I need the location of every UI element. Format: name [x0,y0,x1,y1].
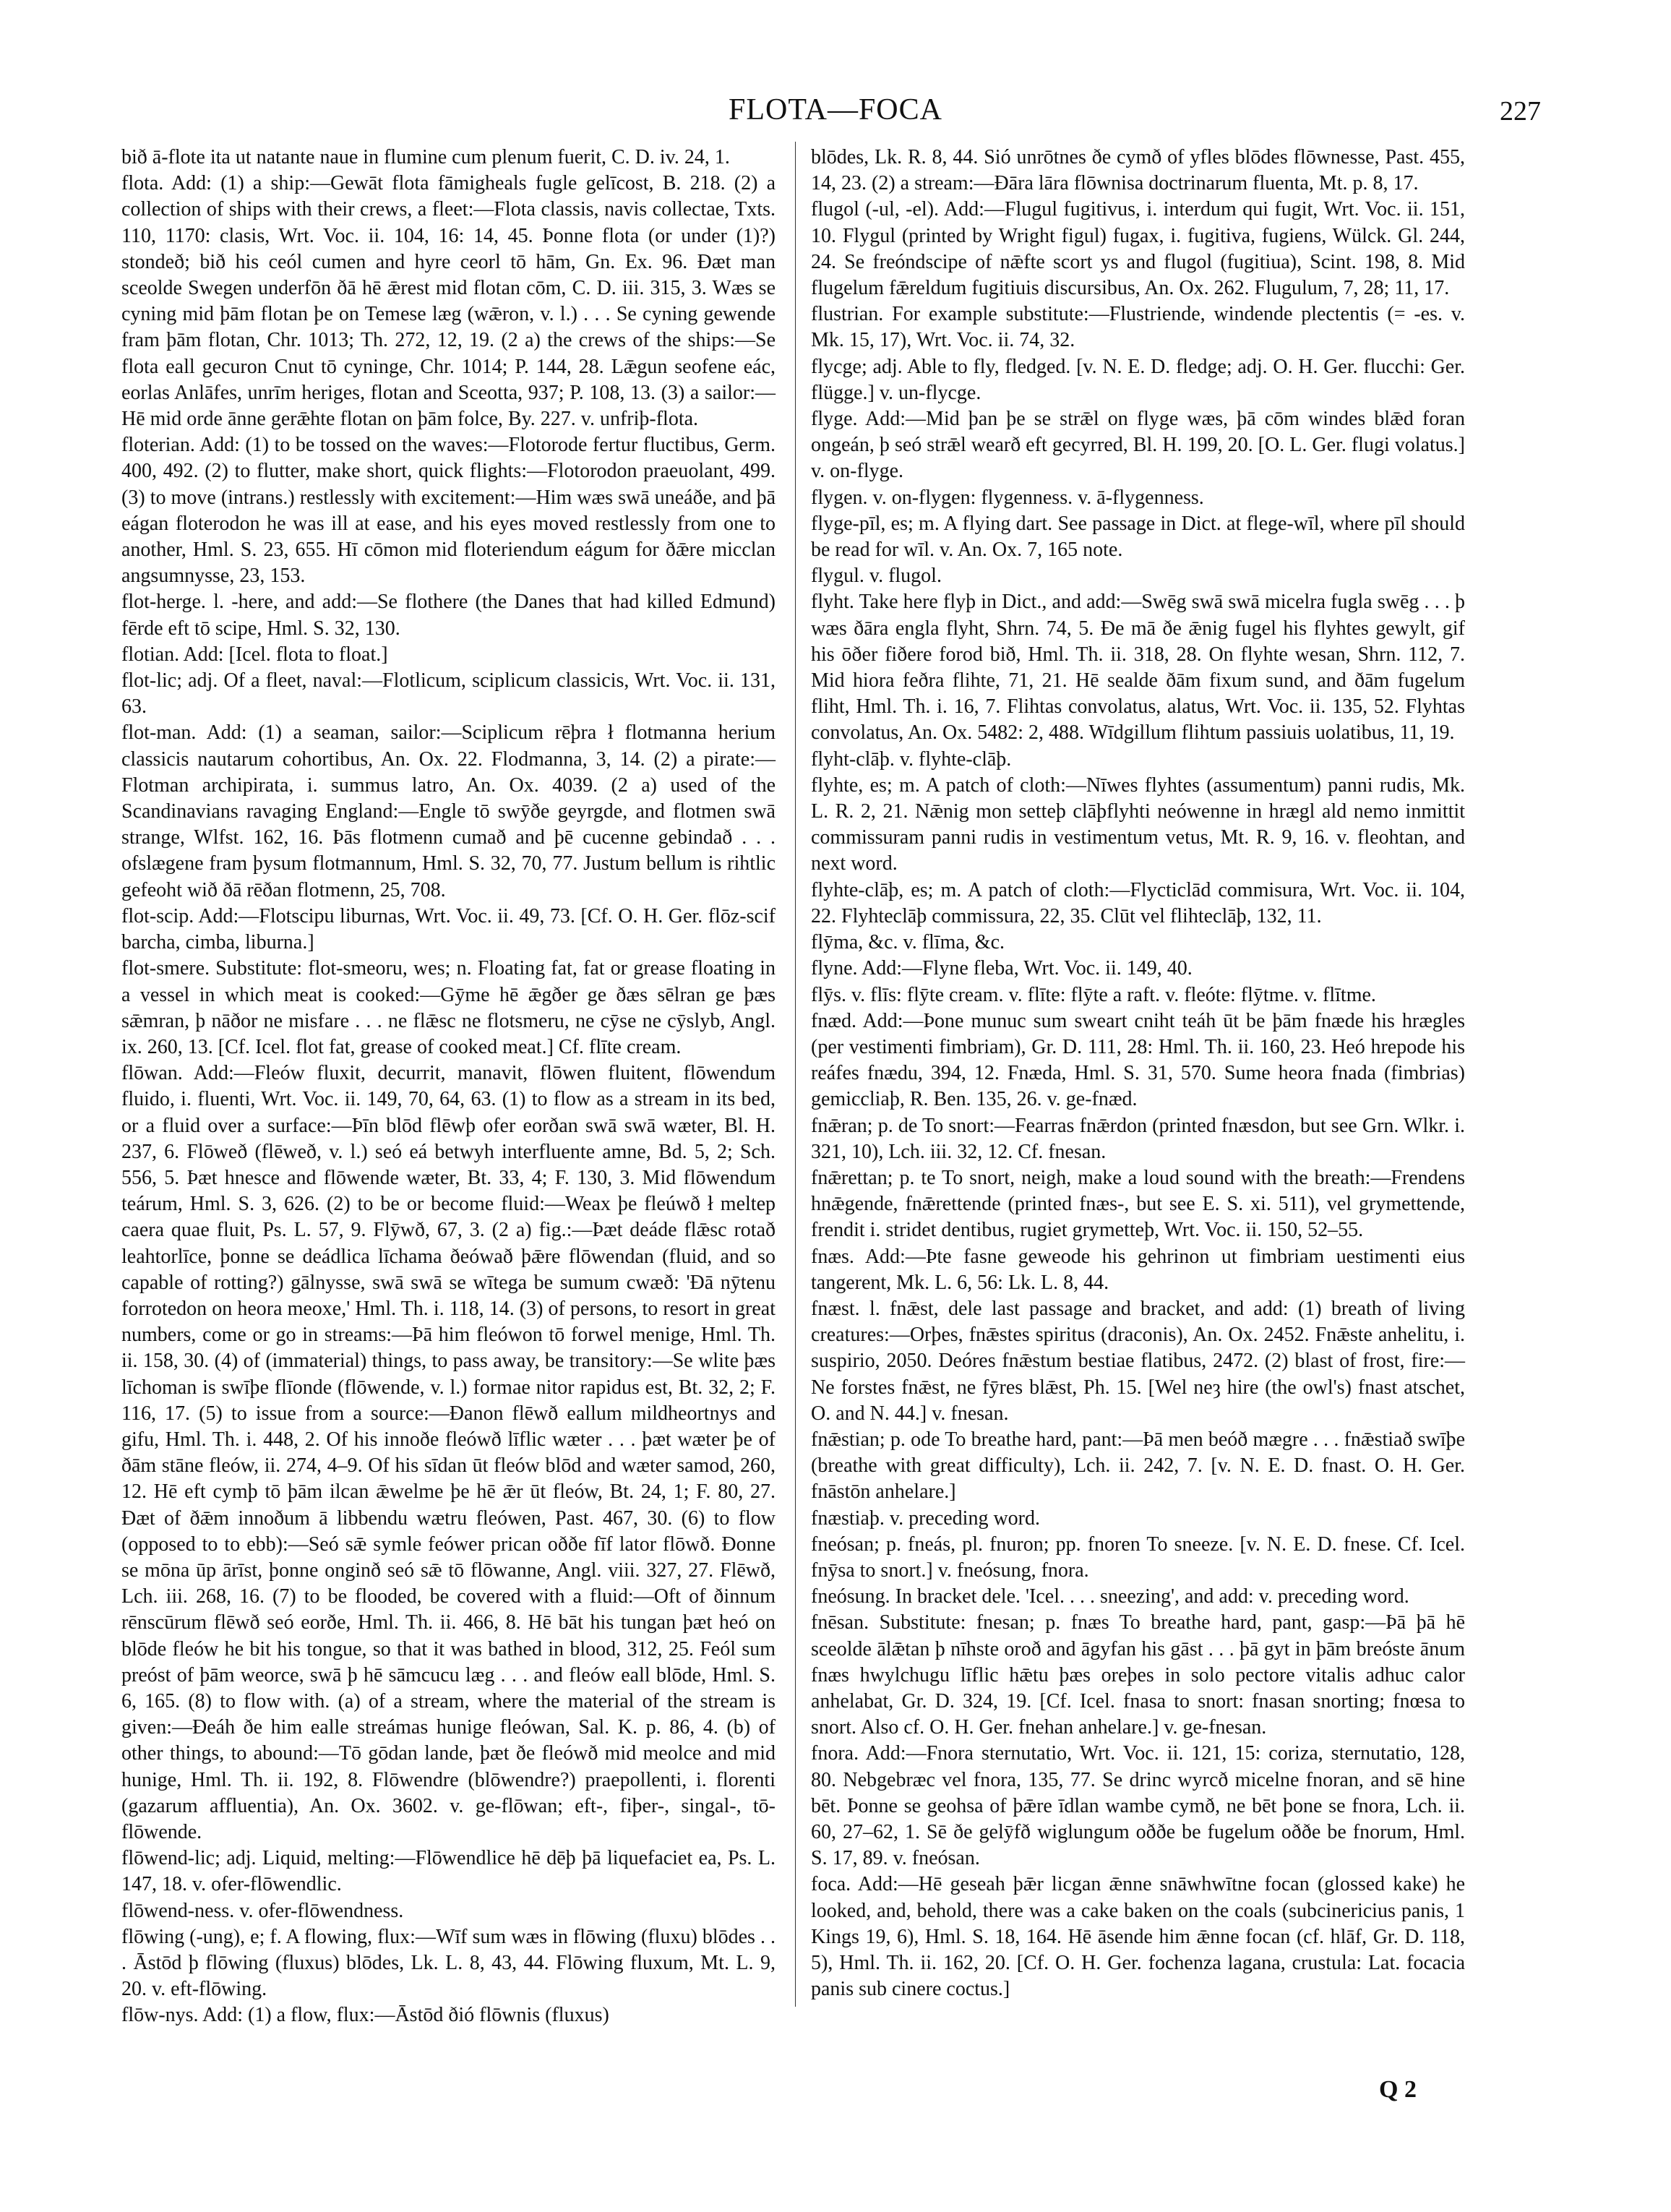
dictionary-entry: fnǣstian; p. ode To breathe hard, pant:—Þā men beóð mægre . . . fnǣstiað swīþe (breathe with great difficulty), Lch. ii. 242, 7. [v. N. E. D. fnast. O. H. Ger. fnāstōn anhelare.] [811,1428,1465,1504]
dictionary-entry: flyht. Take here flyþ in Dict., and add:—Swēg swā swā micelra fugla swēg . . . þ wæs ðāra engla flyht, Shrn. 74, 5. Ðe mā ðe ǣnig fugel his flyhtes gewylt, gif his ōðer fiðere forod bið, Hml. Th. ii. 318, 28. On flyhte wesan, Shrn. 112, 7. Mid hiora feðra flihte, 71, 21. Hē sealde ðām fixum sund, and ðām fugelum fliht, Hml. Th. i. 16, 7. Flihtas convolatus, alatus, Wrt. Voc. ii. 135, 52. Flyhtas convolatus, An. Ox. 5482: 2, 488. Wīdgillum flihtum passiuis uolatibus, 11, 19. [811,591,1465,745]
dictionary-entry: flygul. v. flugol. [811,565,942,588]
running-head: FLOTA—FOCA [728,93,942,127]
dictionary-entry: fneósung. In bracket dele. 'Icel. . . . sneezing', and add: v. preceding word. [811,1585,1409,1608]
right-column [811,145,1465,2001]
dictionary-entry: flot-smere. Substitute: flot-smeoru, wes; n. Floating fat, fat or grease floating in a vessel in which meat is cooked:—Gȳme hē ǣgðer ge ðæs sēlran ge þæs sǣmran, þ nāðor ne misfare . . . ne flǣsc ne flotsmeru, ne cȳse ne cȳslyb, Angl. ix. 260, 13. [Cf. Icel. flot fat, grease of cooked meat.] Cf. flīte cream. [121,957,776,1058]
dictionary-entry: flot-herge. l. -here, and add:—Se flothere (the Danes that had killed Edmund) fērde eft tō scipe, Hml. S. 32, 130. [121,591,776,640]
dictionary-entry: fnæs. Add:—Þte fasne geweode his gehrinon ut fimbriam uestimenti eius tangerent, Mk. L. 6, 56: Lk. L. 8, 44. [811,1245,1465,1294]
dictionary-entry: fnæstiaþ. v. preceding word. [811,1506,1040,1530]
dictionary-entry: flōw-nys. Add: (1) a flow, flux:—Āstōd ðió flōwnis (fluxus) [121,2004,609,2027]
dictionary-entry: flota. Add: (1) a ship:—Gewāt flota fāmigheals fugle gelīcost, B. 218. (2) a collection of ships with their crews, a fleet:—Flota classis, navis collectae, Txts. 110, 1170: clasis, Wrt. Voc. ii. 104, 16: 14, 45. Þonne flota (or under (1)?) stondeð; bið his ceól cumen and hyre ceorl tō hām, Gn. Ex. 96. Ðæt man sceolde Swegen underfōn ðā hē ǣrest mid flotan cōm, C. D. iii. 315, 3. Wæs se cyning mid þām flotan þe on Temese læg (wǣron, v. l.) . . . Se cyning gewende fram þām flotan, Chr. 1013; Th. 272, 12, 19. (2 a) the crews of the ships:—Se flota eall gecuron Cnut tō cyninge, Chr. 1014; P. 144, 28. Lǣgun seofene eác, eorlas Anlāfes, unrīm heriges, flotan and Sceotta, 937; P. 108, 13. (3) a sailor:—Hē mid orde ānne gerǣhte flotan on þām folce, By. 227. v. unfriþ-flota. [121,172,776,431]
column-divider [795,142,796,2007]
dictionary-entry: blōdes, Lk. R. 8, 44. Sió unrōtnes ðe cymð of yfles blōdes flōwnesse, Past. 455, 14, 23. (2) a stream:—Ðāra lāra flōwnisa doctrinarum fluenta, Mt. p. 8, 17. [811,146,1465,195]
dictionary-entry: bið ā-flote ita ut natante naue in flumine cum plenum fuerit, C. D. iv. 24, 1. [121,146,730,168]
dictionary-entry: fnǣrettan; p. te To snort, neigh, make a loud sound with the breath:—Frendens hnǣgende, fnǣrettende (printed fnæs-, but see E. S. xi. 511), vel grymettende, frendit i. stridet dentibus, rugiet grymetteþ, Wrt. Voc. ii. 150, 52–55. [811,1166,1465,1242]
dictionary-entry: flycge; adj. Able to fly, fledged. [v. N. E. D. fledge; adj. O. H. Ger. flucchi: Ger. flügge.] v. un-flycge. [811,355,1465,404]
dictionary-entry: flyne. Add:—Flyne fleba, Wrt. Voc. ii. 149, 40. [811,957,1193,980]
dictionary-entry: flyhte, es; m. A patch of cloth:—Nīwes flyhtes (assumentum) panni rudis, Mk. L. R. 2, 21. Nǣnig mon setteþ clāþflyhti neówenne in hrægl ald nemo inmittit commissuram panni rudis in vestimentum vetus, Mt. R. 9, 16. v. fleohtan, and next word. [811,773,1465,875]
dictionary-entry: fnora. Add:—Fnora sternutatio, Wrt. Voc. ii. 121, 15: coriza, sternutatio, 128, 80. Nebgebræc vel fnora, 135, 77. Se drinc wyrcð micelne fnoran, and sē hine bēt. Þonne se geohsa of þǣre īdlan wambe cymð, ne bēt þone se fnora, Lch. ii. 60, 27–62, 1. Sē ðe gelȳfð wiglungum oððe be fugelum oððe be fnorum, Hml. S. 17, 89. v. fneósan. [811,1742,1465,1870]
dictionary-entry: fnæd. Add:—Þone munuc sum sweart cniht teáh ūt be þām fnæde his hrægles (per vestimenti fimbriam), Gr. D. 111, 28: Hml. Th. ii. 160, 23. Heó hrepode his reáfes fnædu, 394, 12. Fnæda, Hml. S. 31, 570. Sume heora fnada (fimbrias) gemiccliaþ, R. Ben. 135, 26. v. ge-fnæd. [811,1009,1465,1111]
dictionary-entry: fnēsan. Substitute: fnesan; p. fnæs To breathe hard, pant, gasp:—Þā þā hē sceolde ālǣtan þ nīhste oroð and āgyfan his gāst . . . þā gyt in þām breóste ānum fnæs hwylchugu līflic hǣtu þæs oreþes in solo pectore vitalis adhuc calor anhelabat, Gr. D. 324, 19. [Cf. Icel. fnasa to snort: fnasan snorting; fnœsa to snort. Also cf. O. H. Ger. fnehan anhelare.] v. ge-fnesan. [811,1611,1465,1739]
dictionary-entry: flustrian. For example substitute:—Flustriende, windende plectentis (= -es. v. Mk. 15, 17), Wrt. Voc. ii. 74, 32. [811,303,1465,352]
dictionary-entry: flȳma, &c. v. flīma, &c. [811,931,1005,954]
left-column [121,145,776,2027]
dictionary-entry: fnǣran; p. de To snort:—Fearras fnǣrdon (printed fnæsdon, but see Grn. Wlkr. i. 321, 10), Lch. iii. 32, 12. Cf. fnesan. [811,1114,1465,1163]
dictionary-entry: foca. Add:—Hē geseah þǣr licgan ǣnne snāwhwītne focan (glossed kake) he looked, and, behold, there was a cake baken on the coals (subcinericius panis, 1 Kings 19, 6), Hml. S. 18, 164. Hē āsende him ǣnne focan (cf. hlāf, Gr. D. 118, 5), Hml. Th. ii. 162, 20. [Cf. O. H. Ger. fochenza lagana, crustula: Lat. focacia panis sub cinere coctus.] [811,1873,1465,2001]
dictionary-entry: flōwan. Add:—Fleów fluxit, decurrit, manavit, flōwen fluitent, flōwendum fluido, i. fluenti, Wrt. Voc. ii. 149, 70, 64, 63. (1) to flow as a stream in its bed, or a fluid over a surface:—Þīn blōd flēwþ ofer eorðan swā swā wæter, Bl. H. 237, 6. Flōweð (flēweð, v. l.) seó eá betwyh interfluente amne, Bd. 5, 2; Sch. 556, 5. Þæt hnesce and flōwende wæter, Bt. 33, 4; F. 130, 3. Mid flōwendum teárum, Hml. S. 3, 626. (2) to be or become fluid:—Weax þe fleúwð ł meltep caera quae fluit, Ps. L. 57, 9. Flȳwð, 67, 3. (2 a) fig.:—Þæt deáde flǣsc rotað leahtorlīce, þonne se deádlica līchama ðeówað þǣre flōwendan (fluid, and so capable of rotting?) gālnysse, swā swā se wītega be sumum cwæð: 'Ðā nȳtenu forrotedon on heora meoxe,' Hml. Th. i. 118, 14. (3) of persons, to resort in great numbers, come or go in streams:—Þā him fleówon tō forwel menige, Hml. Th. ii. 158, 30. (4) of (immaterial) things, to pass away, be transitory:—Se wlite þæs līchoman is swīþe flīonde (flōwende, v. l.) formae nitor rapidus est, Bt. 32, 2; F. 116, 17. (5) to issue from a source:—Ðanon flēwð eallum mildheortnys and gifu, Hml. Th. i. 448, 2. Of his innoðe fleówð līflic wæter . . . þæt wæter þe of ðām stāne fleów, ii. 274, 4–9. Of his sīdan ūt fleów blōd and wæter samod, 260, 12. Hē eft cymþ tō þām ilcan ǣwelme þe hē ǣr ūt fleów, Bt. 24, 1; F. 80, 27. Ðæt of ðǣm innoðum ā libbendu wætru fleówen, Past. 467, 30. (6) to flow (opposed to to ebb):—Seó sǣ symle feówer prican oððe fīf lator flōwð. Ðonne se mōna ūp ārīst, þonne onginð seó sǣ tō flōwanne, Angl. viii. 327, 27. Flēwð, Lch. iii. 268, 16. (7) to be flooded, be covered with a fluid:—Oft of ðinnum rēnscūrum flēwð seó eorðe, Hml. Th. ii. 466, 8. Hē bāt his tungan þæt heó on blōde fleów he bit his tongue, so that it was bathed in blood, 312, 25. Feól sum preóst of þām weorce, swā þ hē sāmcucu læg . . . and fleów eall blōde, Hml. S. 6, 165. (8) to flow with. (a) of a stream, where the material of the stream is given:—Ðeáh ðe him ealle streámas hunige fleówan, Sal. K. p. 86, 4. (b) of other things, to abound:—Tō gōdan lande, þæt ðe fleówð mid meolce and mid hunige, Hml. Th. ii. 192, 8. Flōwendre (blōwendre?) praepollenti, i. florenti (gazarum affluentia), An. Ox. 3602. v. ge-flōwan; eft-, fiþer-, singal-, tō-flōwende. [121,1062,776,1843]
dictionary-entry: flugol (-ul, -el). Add:—Flugul fugitivus, i. interdum qui fugit, Wrt. Voc. ii. 151, 10. Flygul (printed by Wright figul) fugax, i. fugitiva, fugiens, Wülck. Gl. 244, 24. Se freóndscipe of nǣfte scort ys and flugol (fugitiua), Scint. 198, 8. Mid flugelum fǣreldum fugitiuis discursibus, An. Ox. 262. Flugulum, 7, 28; 11, 17. [811,198,1465,300]
dictionary-entry: flot-man. Add: (1) a seaman, sailor:—Sciplicum rēþra ł flotmanna herium classicis nautarum cohortibus, An. Ox. 22. Flodmanna, 3, 14. (2) a pirate:—Flotman archipirata, i. summus latro, An. Ox. 4039. (2 a) used of the Scandinavians ravaging England:—Engle tō swȳðe geyrgde, and flotmen swā strange, Wlfst. 162, 16. Þās flotmenn cumað and þē cucenne gebindað . . . ofslægene fram þysum flotmannum, Hml. S. 32, 70, 77. Justum bellum is rihtlic gefeoht wið ðā rēðan flotmenn, 25, 708. [121,721,776,901]
dictionary-entry: flȳs. v. flīs: flȳte cream. v. flīte: flȳte a raft. v. fleóte: flȳtme. v. flītme. [811,983,1376,1006]
dictionary-entry: flygen. v. on-flygen: flygenness. v. ā-flygenness. [811,486,1204,509]
dictionary-entry: flotian. Add: [Icel. flota to float.] [121,643,388,666]
dictionary-entry: floterian. Add: (1) to be tossed on the waves:—Flotorode fertur fluctibus, Germ. 400, 492. (2) to flutter, make short, quick flights:—Flotorodon praeuolant, 499. (3) to move (intrans.) restlessly with excitement:—Him wæs swā uneáðe, and þā eágan floterodon he was ill at ease, and his eyes moved restlessly from one to another, Hml. S. 23, 655. Hī cōmon mid floteriendum eágum for ðǣre micclan angsumnysse, 23, 153. [121,434,776,588]
dictionary-entry: flōwend-ness. v. ofer-flōwendness. [121,1899,404,1922]
page-number: 227 [1500,96,1541,127]
signature-mark: Q 2 [1379,2076,1417,2103]
dictionary-entry: flyhte-clāþ, es; m. A patch of cloth:—Flycticlād commisura, Wrt. Voc. ii. 104, 22. Flyhteclāþ commissura, 22, 35. Clūt vel flihteclāþ, 132, 11. [811,878,1465,927]
dictionary-entry: flyge-pīl, es; m. A flying dart. See passage in Dict. at flege-wīl, where pīl should be read for wīl. v. An. Ox. 7, 165 note. [811,512,1465,562]
dictionary-entry: flot-lic; adj. Of a fleet, naval:—Flotlicum, sciplicum classicis, Wrt. Voc. ii. 131, 63. [121,669,776,719]
dictionary-entry: flōwing (-ung), e; f. A flowing, flux:—Wīf sum wæs in flōwing (fluxu) blōdes . . . Āstōd þ flōwing (fluxus) blōdes, Lk. L. 8, 43, 44. Flōwing fluxum, Mt. L. 9, 20. v. eft-flōwing. [121,1925,776,2001]
dictionary-entry: flōwend-lic; adj. Liquid, melting:—Flōwendlice hē dēþ þā liquefaciet ea, Ps. L. 147, 18. v. ofer-flōwendlic. [121,1847,776,1896]
dictionary-entry: flyht-clāþ. v. flyhte-clāþ. [811,747,1012,771]
dictionary-entry: fneósan; p. fneás, pl. fnuron; pp. fnoren To sneeze. [v. N. E. D. fnese. Cf. Icel. fnȳsa to snort.] v. fneósung, fnora. [811,1532,1465,1582]
dictionary-entry: fnæst. l. fnǣst, dele last passage and bracket, and add: (1) breath of living creatures:—Orþes, fnǣstes spiritus (draconis), An. Ox. 2452. Fnǣste anhelitu, i. suspirio, 2050. Deóres fnǣstum bestiae flatibus, 2472. (2) blast of frost, fire:—Ne forstes fnǣst, ne fȳres blǣst, Ph. 15. [Wel neȝ hire (the owl's) fnast atschet, O. and N. 44.] v. fnesan. [811,1297,1465,1425]
dictionary-entry: flot-scip. Add:—Flotscipu liburnas, Wrt. Voc. ii. 49, 73. [Cf. O. H. Ger. flōz-scif barcha, cimba, liburna.] [121,904,776,954]
dictionary-entry: flyge. Add:—Mid þan þe se strǣl on flyge wæs, þā cōm windes blǣd foran ongeán, þ seó strǣl wearð eft gecyrred, Bl. H. 199, 20. [O. L. Ger. flugi volatus.] v. on-flyge. [811,408,1465,483]
